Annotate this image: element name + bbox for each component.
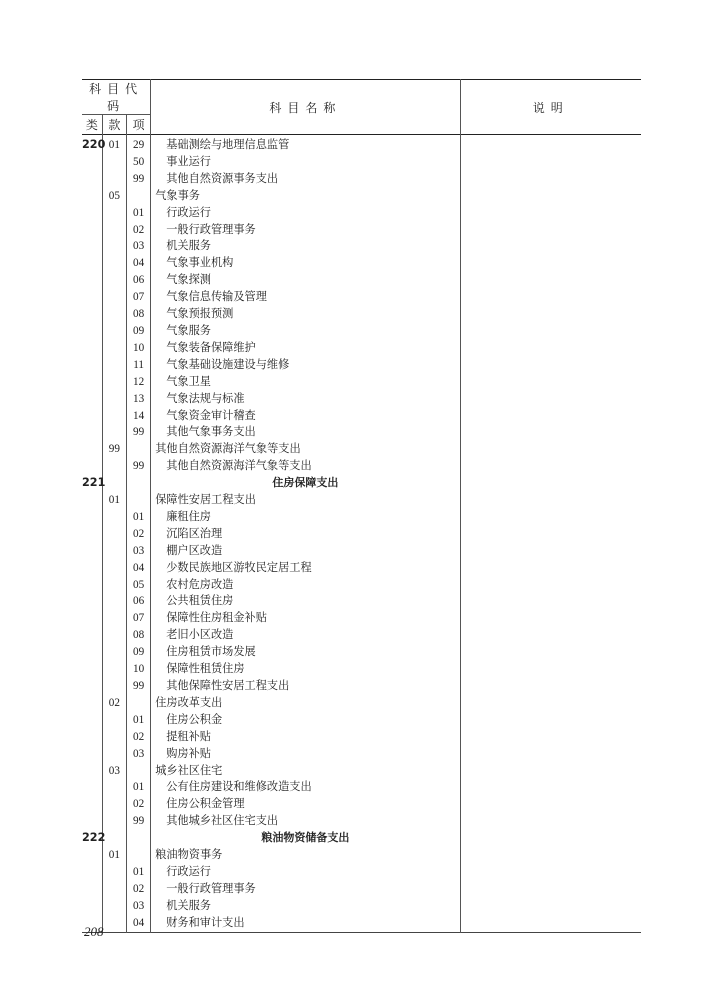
subject-name: 一般行政管理事务 — [151, 222, 460, 239]
lei-code — [82, 171, 102, 188]
subject-name: 其他自然资源事务支出 — [151, 171, 460, 188]
kuan-code: 01 — [102, 847, 126, 864]
note-cell — [460, 898, 641, 915]
lei-code — [82, 272, 102, 289]
subject-name: 气象事业机构 — [151, 255, 460, 272]
xiang-code: 01 — [126, 864, 150, 881]
kuan-code — [102, 898, 126, 915]
xiang-code: 08 — [126, 306, 150, 323]
lei-code — [82, 154, 102, 171]
table-row — [82, 560, 641, 577]
subject-name: 住房公积金 — [151, 712, 460, 729]
table-row — [82, 458, 641, 475]
table-row — [82, 188, 641, 205]
note-cell — [460, 391, 641, 408]
subject-name: 气象法规与标准 — [151, 391, 460, 408]
table-row — [82, 847, 641, 864]
lei-code — [82, 188, 102, 205]
lei-code — [82, 289, 102, 306]
lei-code — [82, 205, 102, 222]
table-row — [82, 593, 641, 610]
table-row — [82, 796, 641, 813]
lei-code — [82, 340, 102, 357]
kuan-code — [102, 644, 126, 661]
subject-name: 其他保障性安居工程支出 — [151, 678, 460, 695]
note-cell — [460, 272, 641, 289]
subject-name: 廉租住房 — [151, 509, 460, 526]
note-cell — [460, 661, 641, 678]
kuan-code — [102, 661, 126, 678]
header-xiang: 项 — [126, 115, 150, 135]
header-subject-name: 科目名称 — [151, 80, 460, 135]
xiang-code: 99 — [126, 424, 150, 441]
xiang-code: 02 — [126, 881, 150, 898]
table-header — [82, 80, 641, 135]
lei-code — [82, 678, 102, 695]
xiang-code: 08 — [126, 627, 150, 644]
subject-name: 住房租赁市场发展 — [151, 644, 460, 661]
note-cell — [460, 475, 641, 492]
lei-code — [82, 729, 102, 746]
lei-code — [82, 391, 102, 408]
kuan-code — [102, 746, 126, 763]
note-cell — [460, 627, 641, 644]
subject-name: 公有住房建设和维修改造支出 — [151, 779, 460, 796]
page-number: 208 — [84, 924, 104, 939]
lei-code — [82, 238, 102, 255]
kuan-code — [102, 475, 126, 492]
note-cell — [460, 238, 641, 255]
subject-name: 气象装备保障维护 — [151, 340, 460, 357]
note-cell — [460, 796, 641, 813]
subject-name: 财务和审计支出 — [151, 915, 460, 932]
xiang-code: 02 — [126, 796, 150, 813]
xiang-code — [126, 763, 150, 780]
note-cell — [460, 813, 641, 830]
xiang-code — [126, 475, 150, 492]
note-cell — [460, 881, 641, 898]
note-cell — [460, 323, 641, 340]
lei-code — [82, 222, 102, 239]
kuan-code — [102, 323, 126, 340]
lei-code — [82, 627, 102, 644]
xiang-code: 05 — [126, 577, 150, 594]
lei-code — [82, 881, 102, 898]
lei-code — [82, 458, 102, 475]
lei-code — [82, 492, 102, 509]
lei-code — [82, 593, 102, 610]
lei-code — [82, 712, 102, 729]
kuan-code — [102, 593, 126, 610]
kuan-code — [102, 796, 126, 813]
table-row — [82, 323, 641, 340]
lei-code — [82, 644, 102, 661]
note-cell — [460, 222, 641, 239]
kuan-code — [102, 678, 126, 695]
xiang-code: 09 — [126, 323, 150, 340]
xiang-code: 04 — [126, 915, 150, 932]
subject-name: 保障性住房租金补贴 — [151, 610, 460, 627]
xiang-code: 10 — [126, 661, 150, 678]
table-row — [82, 205, 641, 222]
lei-code: 220 — [82, 138, 106, 151]
table-row — [82, 526, 641, 543]
xiang-code: 02 — [126, 729, 150, 746]
lei-code — [82, 695, 102, 712]
xiang-code: 02 — [126, 222, 150, 239]
note-cell — [460, 779, 641, 796]
subject-name: 购房补贴 — [151, 746, 460, 763]
table-row — [82, 712, 641, 729]
kuan-code — [102, 610, 126, 627]
subject-name: 保障性租赁住房 — [151, 661, 460, 678]
subject-name: 住房公积金管理 — [151, 796, 460, 813]
table-row — [82, 374, 641, 391]
lei-code — [82, 560, 102, 577]
kuan-code — [102, 408, 126, 425]
lei-code: 221 — [82, 476, 106, 490]
table-row — [82, 441, 641, 458]
subject-name: 气象基础设施建设与维修 — [151, 357, 460, 374]
subject-name: 粮油物资储备支出 — [151, 830, 460, 847]
kuan-code — [102, 306, 126, 323]
table-row — [82, 779, 641, 796]
table-row — [82, 222, 641, 239]
xiang-code: 07 — [126, 610, 150, 627]
lei-code — [82, 898, 102, 915]
lei-code — [82, 255, 102, 272]
table-row — [82, 424, 641, 441]
lei-code — [82, 864, 102, 881]
xiang-code: 29 — [126, 135, 150, 154]
xiang-code: 01 — [126, 205, 150, 222]
note-cell — [460, 171, 641, 188]
kuan-code — [102, 577, 126, 594]
kuan-code — [102, 391, 126, 408]
lei-code — [82, 357, 102, 374]
lei-code — [82, 610, 102, 627]
note-cell — [460, 424, 641, 441]
kuan-code — [102, 813, 126, 830]
xiang-code: 04 — [126, 255, 150, 272]
subject-name: 棚户区改造 — [151, 543, 460, 560]
note-cell — [460, 289, 641, 306]
note-cell — [460, 374, 641, 391]
kuan-code — [102, 864, 126, 881]
xiang-code: 06 — [126, 593, 150, 610]
xiang-code: 03 — [126, 898, 150, 915]
xiang-code: 99 — [126, 813, 150, 830]
note-cell — [460, 610, 641, 627]
table-row — [82, 509, 641, 526]
table-row — [82, 306, 641, 323]
xiang-code — [126, 847, 150, 864]
table-row — [82, 272, 641, 289]
kuan-code — [102, 424, 126, 441]
kuan-code — [102, 238, 126, 255]
header-note: 说明 — [460, 80, 641, 135]
table-body — [82, 135, 641, 933]
lei-code — [82, 779, 102, 796]
table-row — [82, 763, 641, 780]
table-row — [82, 644, 641, 661]
subject-name: 老旧小区改造 — [151, 627, 460, 644]
table-row — [82, 678, 641, 695]
xiang-code: 06 — [126, 272, 150, 289]
table-row — [82, 695, 641, 712]
subject-name: 机关服务 — [151, 898, 460, 915]
header-kuan: 款 — [102, 115, 126, 135]
kuan-code — [102, 509, 126, 526]
lei-code — [82, 847, 102, 864]
xiang-code — [126, 695, 150, 712]
table-row — [82, 340, 641, 357]
note-cell — [460, 763, 641, 780]
xiang-code: 01 — [126, 779, 150, 796]
kuan-code: 03 — [102, 763, 126, 780]
xiang-code — [126, 492, 150, 509]
note-cell — [460, 644, 641, 661]
note-cell — [460, 915, 641, 932]
table-row — [82, 255, 641, 272]
note-cell — [460, 441, 641, 458]
lei-code — [82, 796, 102, 813]
xiang-code: 02 — [126, 526, 150, 543]
table-row — [82, 135, 641, 154]
kuan-code — [102, 830, 126, 847]
kuan-code — [102, 255, 126, 272]
xiang-code: 99 — [126, 678, 150, 695]
lei-code — [82, 526, 102, 543]
kuan-code: 01 — [102, 492, 126, 509]
subject-name: 事业运行 — [151, 154, 460, 171]
xiang-code: 50 — [126, 154, 150, 171]
table-row — [82, 543, 641, 560]
lei-code — [82, 441, 102, 458]
kuan-code — [102, 915, 126, 932]
xiang-code: 99 — [126, 171, 150, 188]
xiang-code: 12 — [126, 374, 150, 391]
subject-name: 沉陷区治理 — [151, 526, 460, 543]
subject-name: 其他自然资源海洋气象等支出 — [151, 441, 460, 458]
subject-name: 气象资金审计稽查 — [151, 408, 460, 425]
note-cell — [460, 577, 641, 594]
note-cell — [460, 306, 641, 323]
xiang-code: 14 — [126, 408, 150, 425]
xiang-code: 09 — [126, 644, 150, 661]
note-cell — [460, 847, 641, 864]
note-cell — [460, 154, 641, 171]
table-row — [82, 746, 641, 763]
subject-name: 保障性安居工程支出 — [151, 492, 460, 509]
subject-name: 行政运行 — [151, 205, 460, 222]
subject-name: 公共租赁住房 — [151, 593, 460, 610]
xiang-code: 01 — [126, 712, 150, 729]
kuan-code — [102, 222, 126, 239]
note-cell — [460, 593, 641, 610]
table-row — [82, 408, 641, 425]
table-row — [82, 154, 641, 171]
kuan-code — [102, 205, 126, 222]
kuan-code — [102, 340, 126, 357]
kuan-code — [102, 289, 126, 306]
table-row — [82, 238, 641, 255]
header-lei: 类 — [85, 118, 98, 132]
table-row — [82, 391, 641, 408]
note-cell — [460, 712, 641, 729]
kuan-code — [102, 779, 126, 796]
kuan-code — [102, 272, 126, 289]
table-row — [82, 289, 641, 306]
note-cell — [460, 408, 641, 425]
note-cell — [460, 543, 641, 560]
lei-code — [82, 763, 102, 780]
xiang-code: 13 — [126, 391, 150, 408]
note-cell — [460, 509, 641, 526]
kuan-code: 05 — [102, 188, 126, 205]
xiang-code: 11 — [126, 357, 150, 374]
lei-code — [82, 813, 102, 830]
note-cell — [460, 678, 641, 695]
subject-name: 其他自然资源海洋气象等支出 — [151, 458, 460, 475]
table-row — [82, 627, 641, 644]
subject-name: 住房保障支出 — [151, 475, 460, 492]
table-row — [82, 813, 641, 830]
subject-name: 气象服务 — [151, 323, 460, 340]
table-row — [82, 475, 641, 492]
lei-code — [82, 306, 102, 323]
lei-code — [82, 323, 102, 340]
subject-name: 其他城乡社区住宅支出 — [151, 813, 460, 830]
lei-code: 222 — [82, 831, 106, 845]
xiang-code: 01 — [126, 509, 150, 526]
xiang-code: 03 — [126, 746, 150, 763]
note-cell — [460, 746, 641, 763]
subject-name: 城乡社区住宅 — [151, 763, 460, 780]
table-row — [82, 577, 641, 594]
header-code-group: 科目代码 — [82, 80, 151, 115]
table-row — [82, 864, 641, 881]
xiang-code: 03 — [126, 238, 150, 255]
subject-name: 气象信息传输及管理 — [151, 289, 460, 306]
xiang-code: 10 — [126, 340, 150, 357]
note-cell — [460, 526, 641, 543]
note-cell — [460, 560, 641, 577]
subject-name: 机关服务 — [151, 238, 460, 255]
kuan-code — [102, 627, 126, 644]
table-row — [82, 729, 641, 746]
lei-code — [82, 408, 102, 425]
lei-code — [82, 424, 102, 441]
note-cell — [460, 205, 641, 222]
table-row — [82, 915, 641, 932]
table-row — [82, 357, 641, 374]
lei-code — [82, 746, 102, 763]
table-row — [82, 830, 641, 847]
subject-name: 少数民族地区游牧民定居工程 — [151, 560, 460, 577]
note-cell — [460, 864, 641, 881]
xiang-code — [126, 441, 150, 458]
note-cell — [460, 458, 641, 475]
subject-name: 住房改革支出 — [151, 695, 460, 712]
budget-subject-table — [82, 79, 641, 933]
xiang-code: 07 — [126, 289, 150, 306]
kuan-code — [102, 881, 126, 898]
lei-code — [82, 543, 102, 560]
note-cell — [460, 357, 641, 374]
table-row — [82, 610, 641, 627]
subject-name: 气象探测 — [151, 272, 460, 289]
lei-code — [82, 577, 102, 594]
kuan-code — [102, 171, 126, 188]
subject-name: 气象卫星 — [151, 374, 460, 391]
table-row — [82, 898, 641, 915]
kuan-code — [102, 712, 126, 729]
subject-name: 其他气象事务支出 — [151, 424, 460, 441]
kuan-code — [102, 729, 126, 746]
table-row — [82, 171, 641, 188]
kuan-code: 02 — [102, 695, 126, 712]
subject-name: 一般行政管理事务 — [151, 881, 460, 898]
note-cell — [460, 830, 641, 847]
subject-name: 基础测绘与地理信息监管 — [151, 135, 460, 154]
lei-code — [82, 374, 102, 391]
kuan-code — [102, 526, 126, 543]
xiang-code — [126, 830, 150, 847]
lei-code — [82, 509, 102, 526]
note-cell — [460, 340, 641, 357]
subject-name: 提租补贴 — [151, 729, 460, 746]
xiang-code — [126, 188, 150, 205]
kuan-code — [102, 543, 126, 560]
kuan-code — [102, 357, 126, 374]
kuan-code — [102, 374, 126, 391]
note-cell — [460, 695, 641, 712]
lei-code — [82, 661, 102, 678]
subject-name: 行政运行 — [151, 864, 460, 881]
subject-name: 气象事务 — [151, 188, 460, 205]
kuan-code — [102, 458, 126, 475]
kuan-code — [102, 154, 126, 171]
xiang-code: 04 — [126, 560, 150, 577]
subject-name: 气象预报预测 — [151, 306, 460, 323]
note-cell — [460, 135, 641, 154]
note-cell — [460, 492, 641, 509]
note-cell — [460, 255, 641, 272]
table-row — [82, 661, 641, 678]
kuan-code — [102, 560, 126, 577]
subject-name: 农村危房改造 — [151, 577, 460, 594]
xiang-code: 03 — [126, 543, 150, 560]
table-row — [82, 492, 641, 509]
note-cell — [460, 729, 641, 746]
note-cell — [460, 188, 641, 205]
subject-name: 粮油物资事务 — [151, 847, 460, 864]
xiang-code: 99 — [126, 458, 150, 475]
kuan-code: 01 — [102, 135, 126, 154]
kuan-code: 99 — [102, 441, 126, 458]
table-row — [82, 881, 641, 898]
